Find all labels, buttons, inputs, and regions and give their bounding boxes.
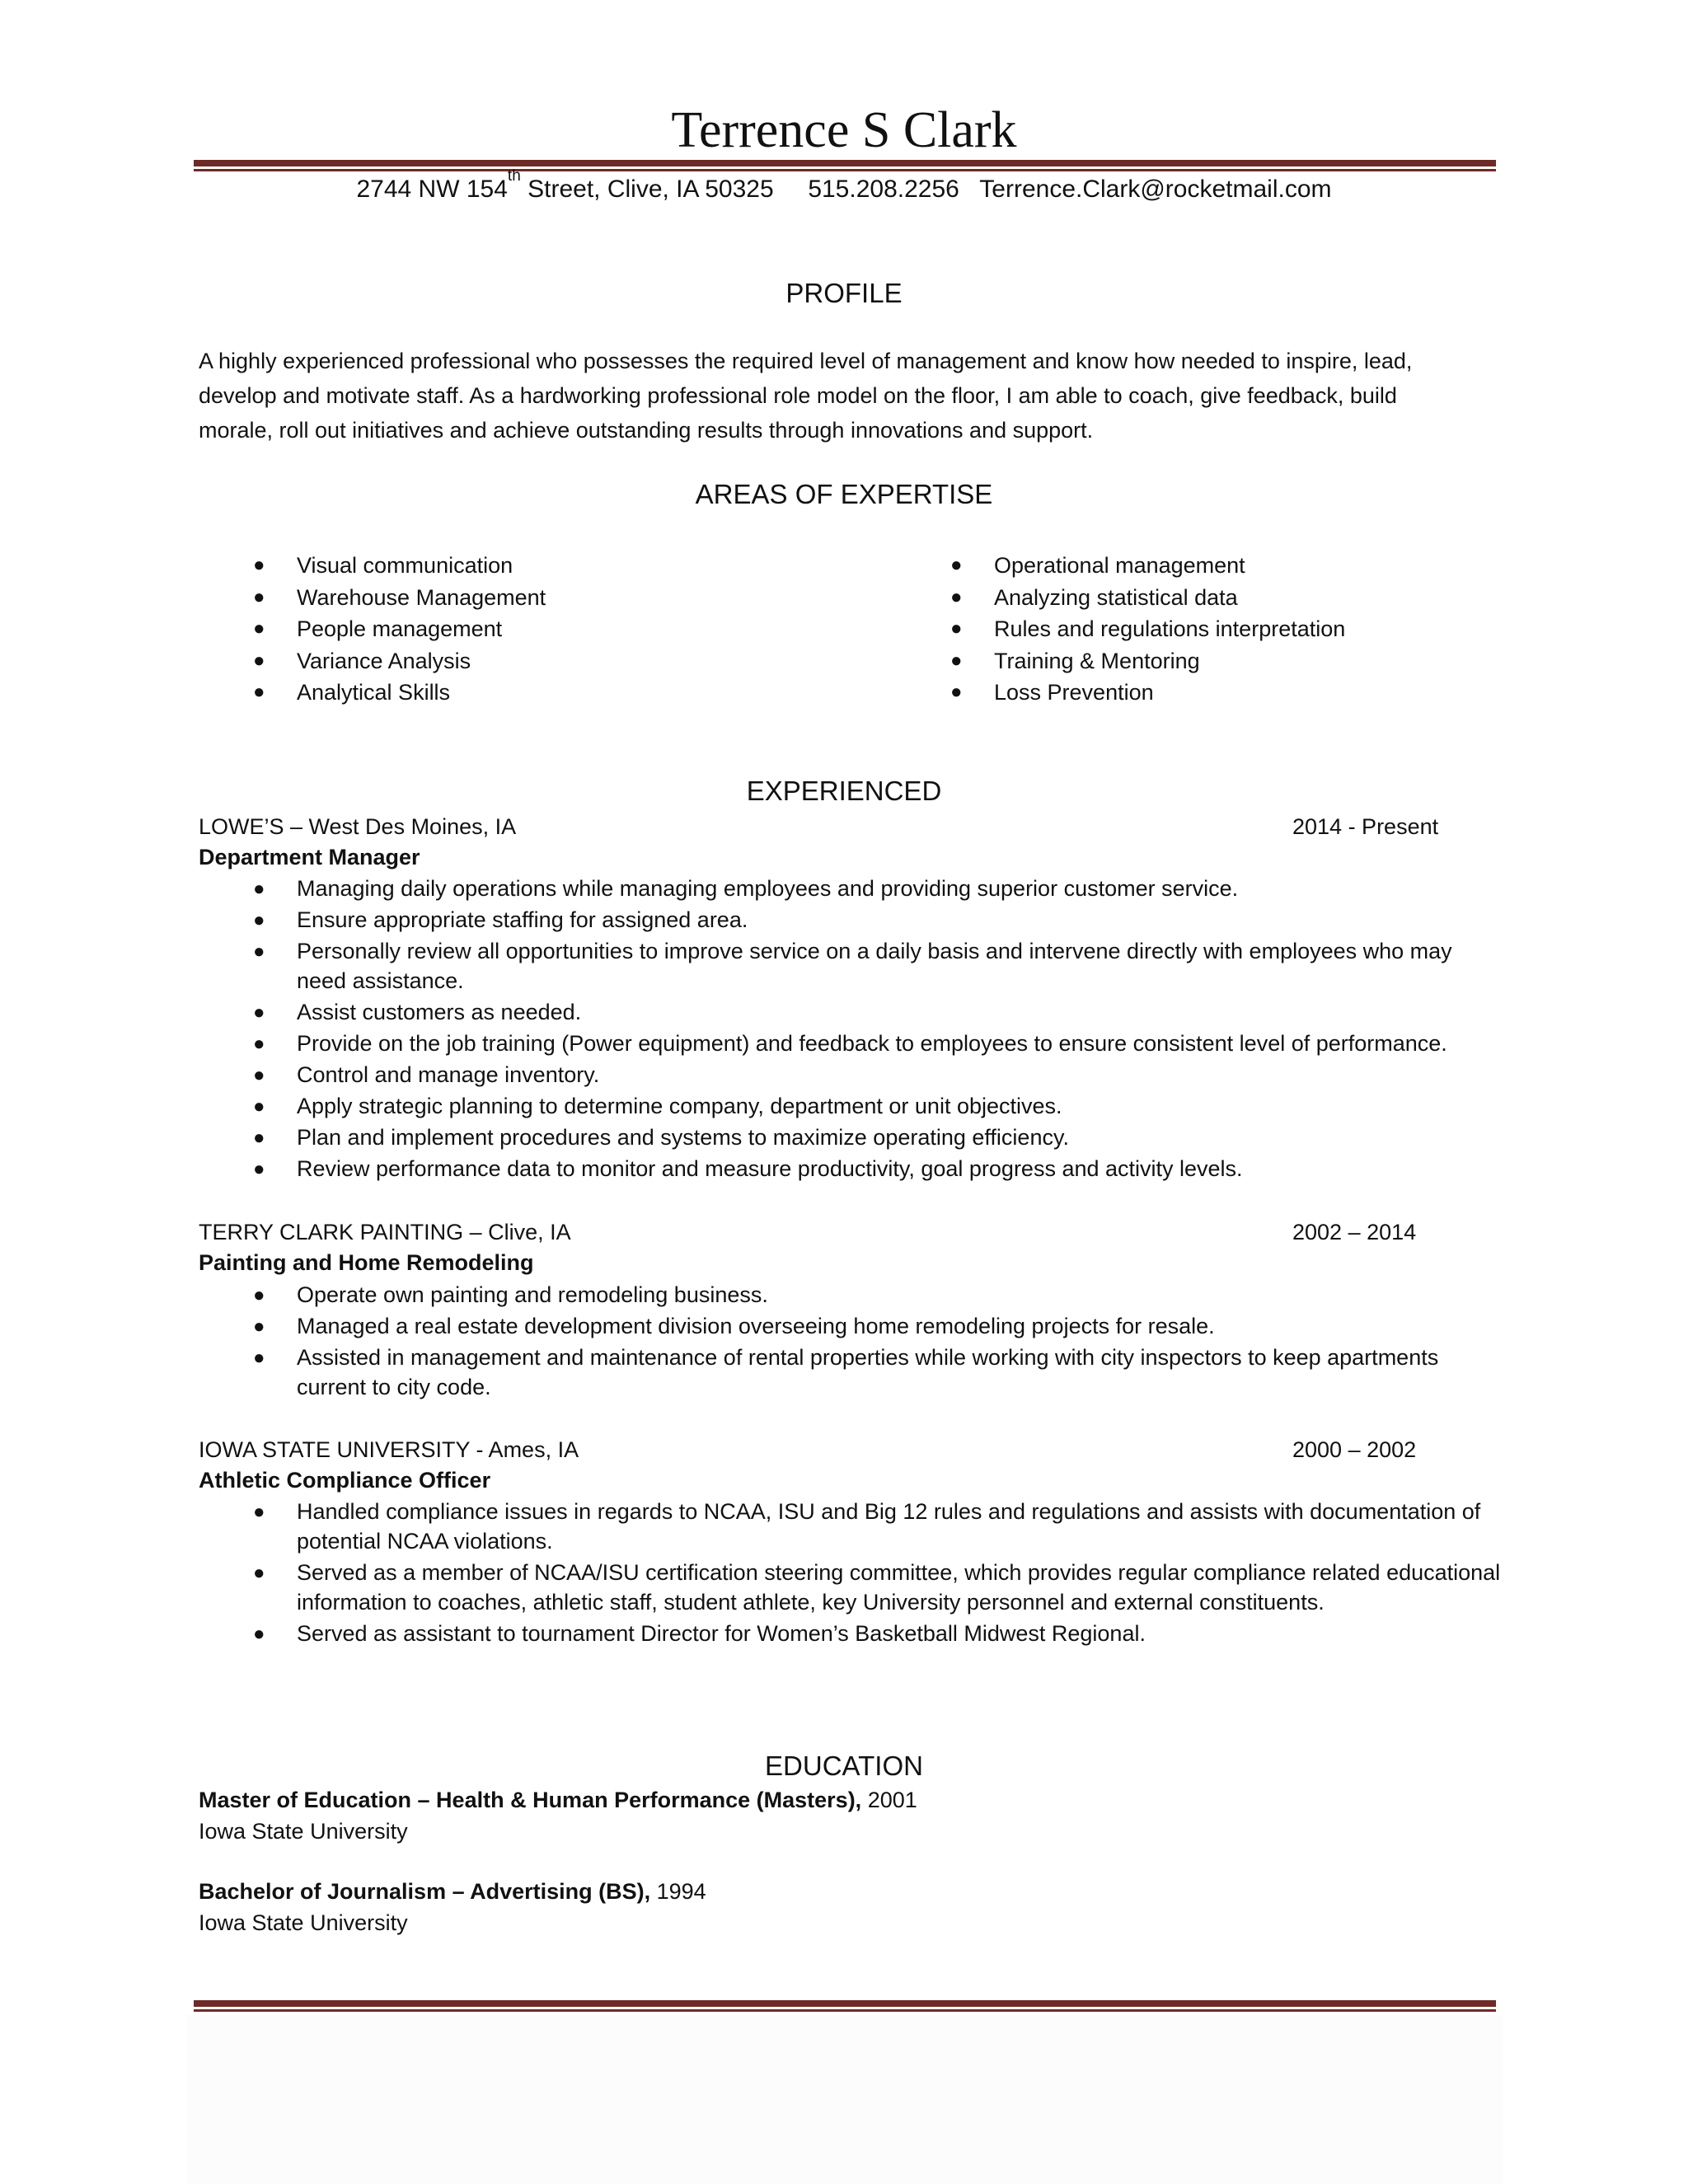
header-divider (194, 160, 1496, 171)
job-employer: IOWA STATE UNIVERSITY - Ames, IA (199, 1437, 579, 1462)
job-employer-line (199, 811, 1439, 842)
school: Iowa State University (199, 1819, 408, 1844)
phone: 515.208.2256 (808, 176, 959, 203)
school: Iowa State University (199, 1910, 408, 1935)
job-bullet: ● Plan and implement procedures and systems to maximize operating efficiency. (253, 1125, 1069, 1150)
expertise-item: ● Training & Mentoring (950, 648, 1200, 673)
job-bullet: ● Ensure appropriate staffing for assigned area. (253, 907, 748, 932)
candidate-name: Terrence S Clark (671, 102, 1017, 158)
job-bullet: ● Operate own painting and remodeling business. (253, 1282, 768, 1307)
job-bullet: ● Served as a member of NCAA/ISU certification steering committee, which provides regular compliance related educational information to coaches, athletic staff, student athlete, key University personnel and external constituents. (253, 1560, 1501, 1615)
job-title: Athletic Compliance Officer (199, 1468, 491, 1493)
expertise-item: ● Rules and regulations interpretation (950, 616, 1346, 641)
job-bullet: ● Assist customers as needed. (253, 1000, 582, 1024)
job-bullet: ● Provide on the job training (Power equipment) and feedback to employees to ensure consistent level of performance. (253, 1031, 1447, 1056)
degree-year: 2001 (861, 1788, 917, 1812)
email: Terrence.Clark@rocketmail.com (979, 176, 1332, 203)
job-bullet: ● Assisted in management and maintenance of rental properties while working with city inspectors to keep apartments current to city code. (253, 1345, 1439, 1399)
expertise-item: ● Loss Prevention (950, 680, 1154, 705)
job-bullet: ● Handled compliance issues in regards to NCAA, ISU and Big 12 rules and regulations and assists with documentation of potential NCAA violations. (253, 1499, 1481, 1554)
expertise-list-left (199, 550, 546, 709)
job-employer-line (199, 1434, 1435, 1465)
education-heading: EDUCATION (765, 1750, 923, 1781)
degree: Bachelor of Journalism – Advertising (BS), (199, 1879, 651, 1904)
education-item (199, 1876, 706, 1938)
job-employer-line (199, 1216, 1435, 1248)
contact-line (0, 167, 1688, 208)
job-bullet: ● Managing daily operations while managing employees and providing superior customer service. (253, 876, 1239, 901)
job-dates: 2002 – 2014 (1292, 1220, 1417, 1244)
job-title: Department Manager (199, 845, 420, 869)
expertise-item: ● People management (253, 616, 503, 641)
profile-line: morale, roll out initiatives and achieve outstanding results through innovations and support. (199, 418, 1094, 443)
job-employer: TERRY CLARK PAINTING – Clive, IA (199, 1220, 571, 1244)
expertise-item: ● Analyzing statistical data (950, 584, 1238, 610)
degree: Master of Education – Health & Human Performance (Masters), (199, 1788, 862, 1812)
job-dates: 2000 – 2002 (1292, 1437, 1417, 1462)
job-bullets (199, 874, 1501, 1185)
job-bullet: ● Review performance data to monitor and measure productivity, goal progress and activity levels. (253, 1156, 1243, 1181)
job-bullet: ● Control and manage inventory. (253, 1062, 600, 1087)
address: 2744 NW 154th Street, Clive, IA 50325 (356, 167, 774, 203)
expertise-item: ● Operational management (950, 553, 1245, 578)
profile-line: A highly experienced professional who possesses the required level of management and know how needed to inspire, lead, (199, 349, 1413, 373)
profile-paragraph (199, 344, 1493, 448)
job-bullets (199, 1280, 1501, 1404)
expertise-item: ● Visual communication (253, 553, 513, 578)
job-bullets (199, 1497, 1501, 1650)
education-item (199, 1784, 917, 1847)
job-bullet: ● Personally review all opportunities to improve service on a daily basis and intervene directly with employees who may need assistance. (253, 939, 1452, 993)
experience-heading: EXPERIENCED (746, 776, 942, 806)
job-dates: 2014 - Present (1292, 814, 1439, 839)
expertise-item: ● Variance Analysis (253, 648, 471, 673)
expertise-heading: AREAS OF EXPERTISE (695, 479, 993, 509)
expertise-item: ● Warehouse Management (253, 584, 546, 610)
profile-heading: PROFILE (785, 278, 903, 308)
job-bullet: ● Served as assistant to tournament Director for Women’s Basketball Midwest Regional. (253, 1621, 1146, 1646)
expertise-list-right (896, 550, 1345, 709)
job-title: Painting and Home Remodeling (199, 1250, 534, 1275)
job-employer: LOWE’S – West Des Moines, IA (199, 814, 517, 839)
job-bullet: ● Apply strategic planning to determine company, department or unit objectives. (253, 1094, 1062, 1118)
profile-line: develop and motivate staff. As a hardworking professional role model on the floor, I am able to coach, give feedback, build (199, 383, 1397, 408)
job-bullet: ● Managed a real estate development division overseeing home remodeling projects for resale. (253, 1314, 1215, 1338)
expertise-item: ● Analytical Skills (253, 680, 451, 705)
footer-area (186, 2015, 1503, 2184)
degree-year: 1994 (650, 1879, 706, 1904)
footer-divider (194, 2000, 1496, 2012)
